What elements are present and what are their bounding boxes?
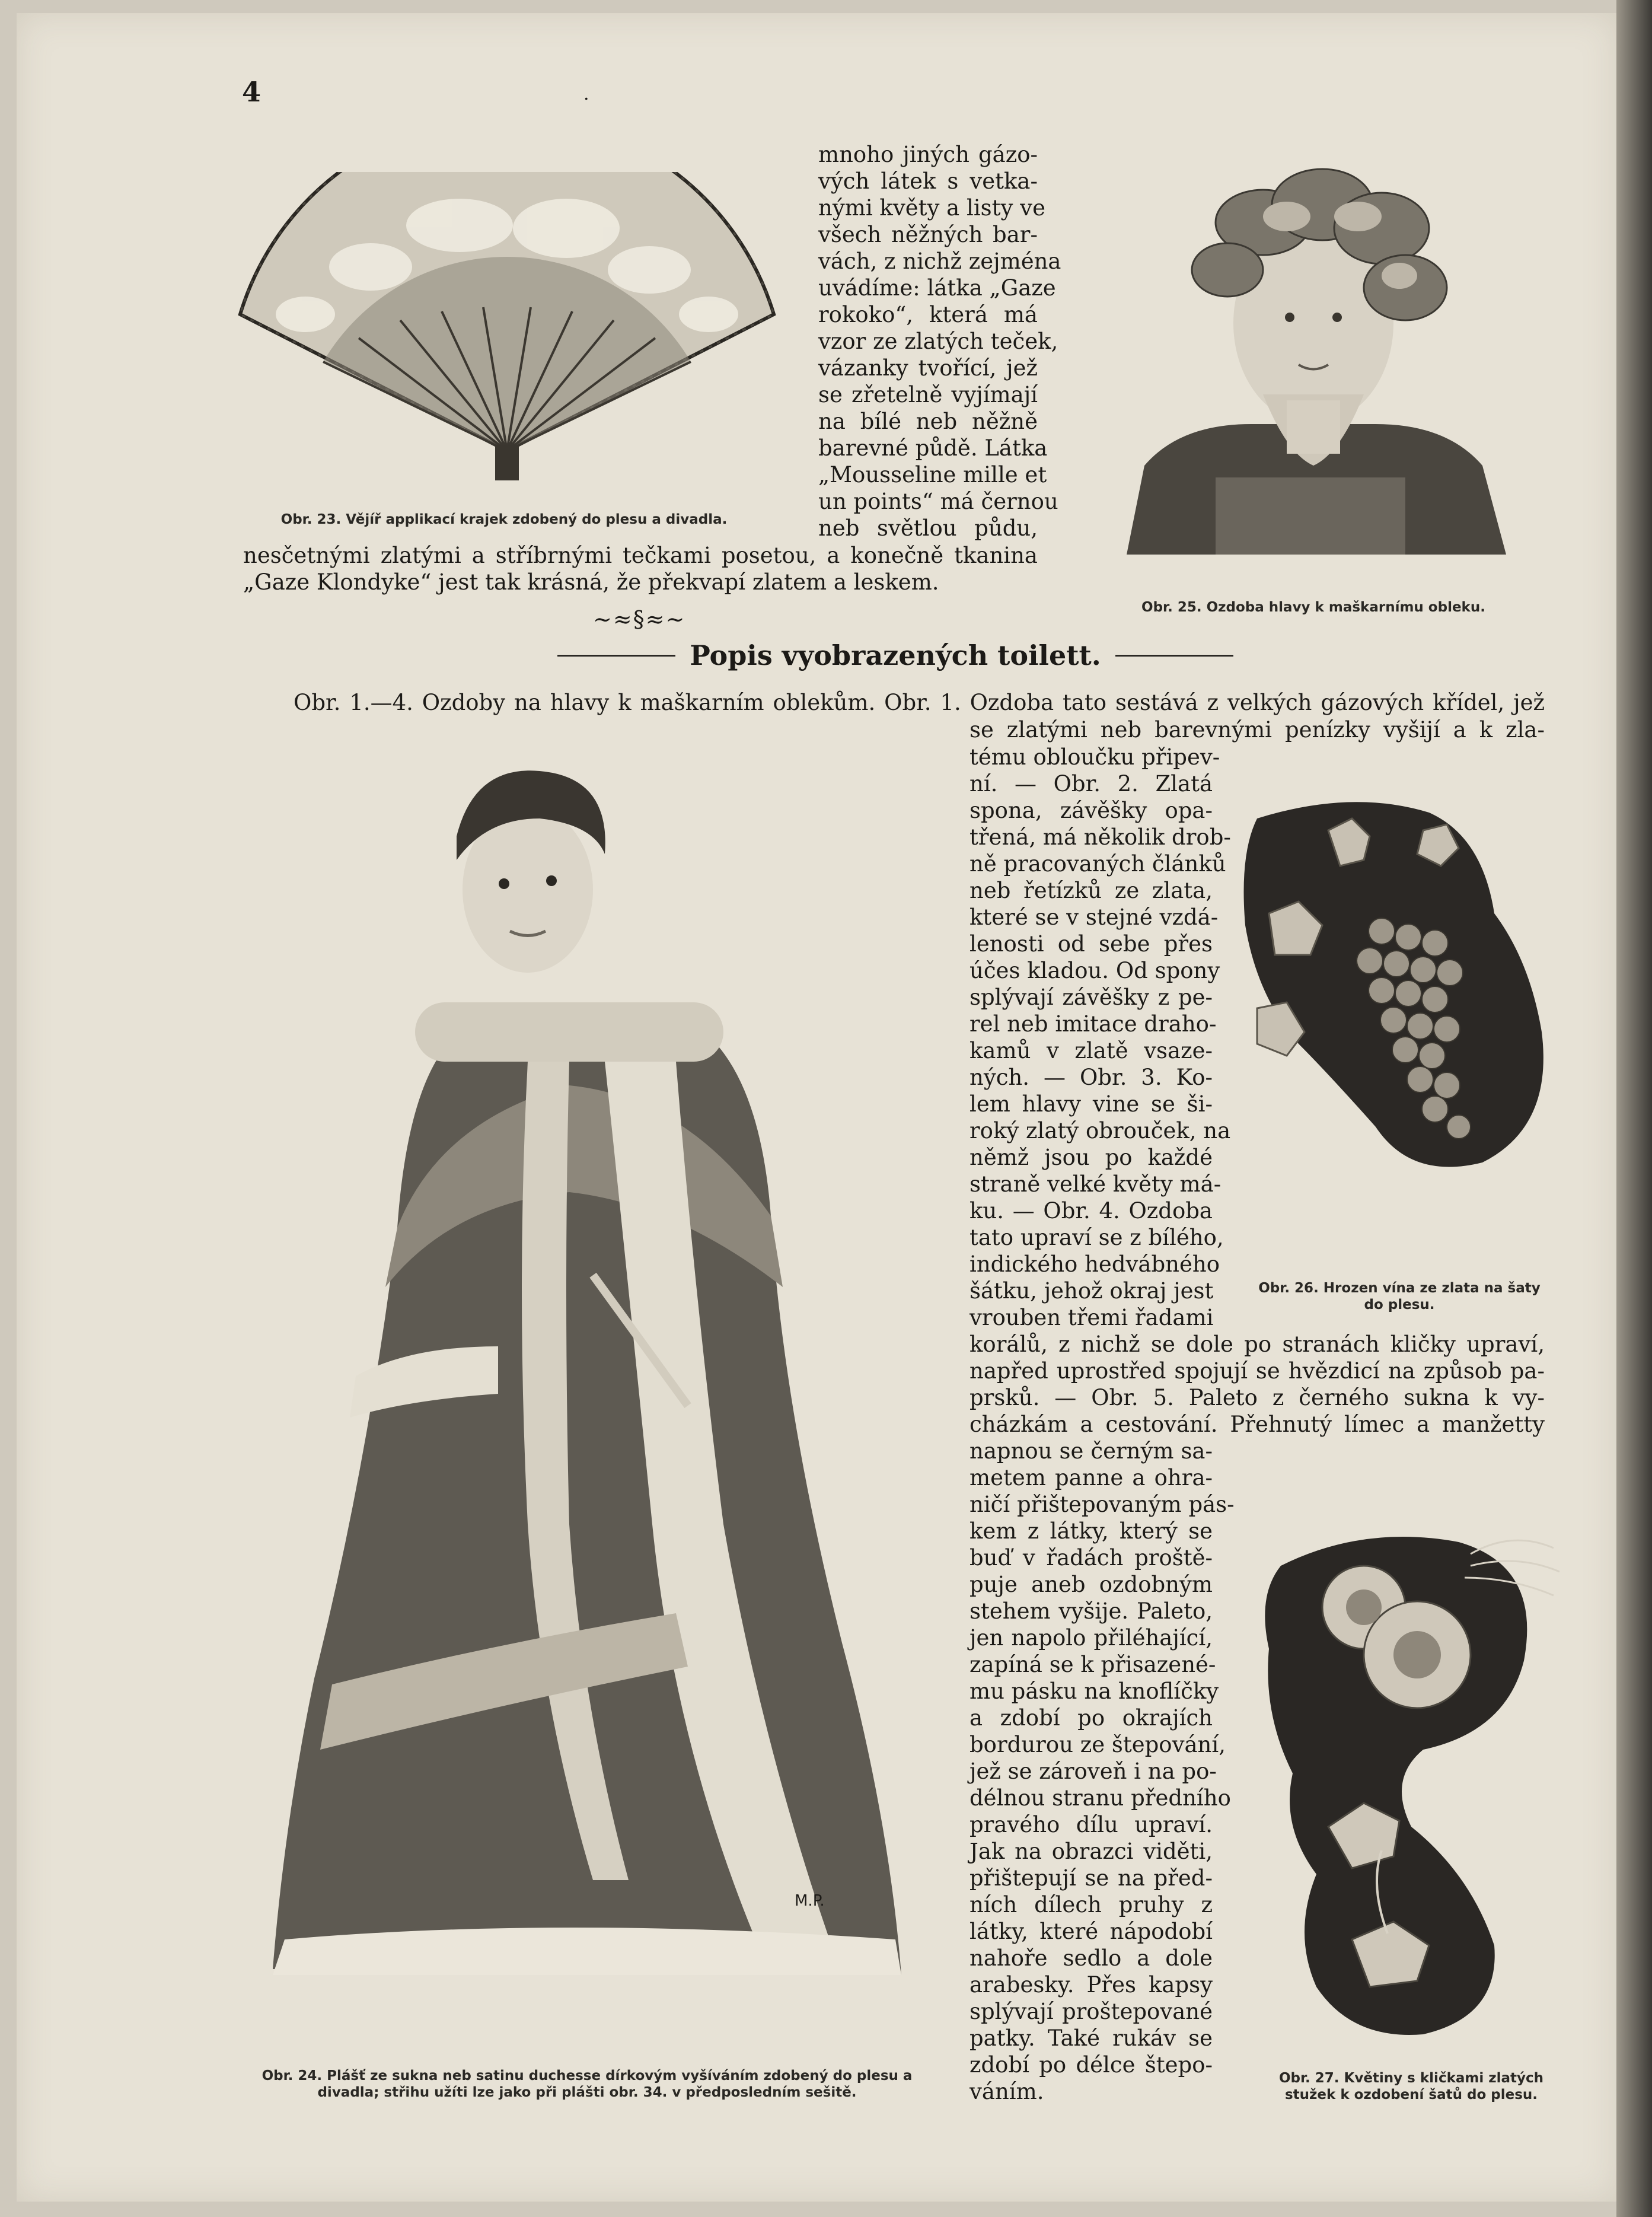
stray-dot: ·	[583, 89, 589, 110]
fig26-caption-line: do plesu.	[1364, 1297, 1435, 1313]
text-line: jen napolo přiléhající,	[969, 1625, 1213, 1651]
text-line: vých látek s vetka-	[818, 168, 1038, 194]
text-line: tému obloučku připev-	[969, 744, 1220, 770]
text-line: puje aneb ozdobným	[969, 1572, 1213, 1597]
text-line: Jak na obrazci viděti,	[969, 1839, 1213, 1864]
text-line: látky, které nápodobí	[969, 1919, 1213, 1944]
text-line: metem panne a ohra-	[969, 1465, 1213, 1490]
text-line: napnou se černým sa-	[969, 1438, 1213, 1464]
fig27-caption-line: Obr. 27. Květiny s kličkami zlatých	[1278, 2071, 1544, 2086]
description-first-line	[294, 689, 1545, 716]
text-line: vách, z nichž zejména	[818, 249, 1061, 274]
page-number: 4	[242, 76, 261, 108]
text-line: mnoho jiných gázo-	[818, 142, 1038, 167]
top-wide-text	[243, 542, 1038, 595]
fig24-caption-line: Obr. 24. Plášť ze sukna neb satinu duchesse dírkovým vyšíváním zdobený do plesu a	[261, 2068, 913, 2084]
text-line: ných. — Obr. 3. Ko-	[969, 1065, 1213, 1090]
text-line: nými květy a listy ve	[818, 195, 1045, 221]
fig26-caption	[1233, 1280, 1565, 1313]
text-line: splývají proštepované	[969, 1999, 1213, 2024]
text-line: šátku, jehož okraj jest	[969, 1278, 1214, 1304]
text-line: a zdobí po okrajích	[969, 1705, 1213, 1731]
text-line: roký zlatý obrouček, na	[969, 1118, 1231, 1143]
fig24-caption	[237, 2068, 937, 2101]
text-line: se zřetelně vyjímají	[818, 382, 1038, 407]
title-rule-right	[1115, 655, 1233, 657]
text-line: bordurou ze štepování,	[969, 1732, 1226, 1757]
text-line: cházkám a cestování. Přehnutý límec a manžetty	[969, 1412, 1545, 1437]
text-line: délnou stranu předního	[969, 1785, 1231, 1811]
text-line: kamů v zlatě vsaze-	[969, 1038, 1213, 1063]
text-line: vrouben třemi řadami	[969, 1305, 1214, 1330]
text-line: účes kladou. Od spony	[969, 958, 1220, 983]
description-wide-a	[969, 716, 1545, 743]
text-line: spona, závěšky opa-	[969, 798, 1213, 823]
fig25-caption: Obr. 25. Ozdoba hlavy k maškarnímu obleku.	[1141, 600, 1485, 615]
fan-illustration	[234, 172, 780, 480]
text-line: na bílé neb něžně	[818, 409, 1038, 434]
text-line: ních dílech pruhy z	[969, 1892, 1213, 1917]
text-line: nahoře sedlo a dole	[969, 1945, 1213, 1971]
text-line: třená, má několik drob-	[969, 824, 1231, 850]
text-line: neb řetízků ze zlata,	[969, 878, 1213, 903]
text-line: které se v stejné vzdá-	[969, 904, 1219, 930]
text-line: vzor ze zlatých teček,	[818, 329, 1058, 354]
text-line: lenosti od sebe přes	[969, 931, 1213, 957]
title-rule-left	[557, 655, 675, 657]
text-line: Obr. 1.—4. Ozdoby na hlavy k maškarním oblekům. Obr. 1. Ozdoba tato sestává z velkých gázových křídel, jež	[294, 690, 1545, 715]
text-line: prsků. — Obr. 5. Paleto z černého sukna k vy-	[969, 1385, 1545, 1410]
fig27-caption	[1239, 2070, 1583, 2103]
text-line: rel neb imitace draho-	[969, 1011, 1217, 1037]
text-line: zapíná se k přisazené-	[969, 1652, 1216, 1677]
text-line: barevné půdě. Látka	[818, 435, 1048, 461]
fig27-caption-line: stužek k ozdobení šatů do plesu.	[1284, 2087, 1538, 2103]
description-column-a	[969, 744, 1231, 1331]
text-line: splývají závěšky z pe-	[969, 985, 1213, 1010]
text-line: ku. — Obr. 4. Ozdoba	[969, 1198, 1213, 1224]
text-line: buď v řadách proště-	[969, 1545, 1213, 1571]
text-line: zdobí po délce štepo-	[969, 2052, 1213, 2078]
text-line: arabesky. Přes kapsy	[969, 1972, 1213, 1998]
section-title	[557, 639, 1233, 671]
text-line: korálů, z nichž se dole po stranách kličky upraví,	[969, 1332, 1545, 1357]
flowers-ribbons-illustration	[1245, 1518, 1577, 2040]
text-line: němž jsou po každé	[969, 1145, 1213, 1170]
text-line: vázanky tvořící, jež	[818, 355, 1038, 381]
section-title-text: Popis vyobrazených toilett.	[690, 639, 1101, 671]
text-line: pravého dílu upraví.	[969, 1812, 1213, 1837]
text-line: stehem vyšije. Paleto,	[969, 1598, 1213, 1624]
fig26-caption-line: Obr. 26. Hrozen vína ze zlata na šaty	[1258, 1280, 1541, 1296]
description-column-b	[969, 1438, 1235, 2105]
text-line: ně pracovaných článků	[969, 851, 1226, 877]
text-line: ní. — Obr. 2. Zlatá	[969, 771, 1213, 797]
cloak-illustration	[261, 753, 937, 1987]
text-line: ničí přištepovaným pás-	[969, 1492, 1235, 1517]
ornament: ~≈§≈~	[593, 606, 686, 632]
text-line: nesčetnými zlatými a stříbrnými tečkami posetou, a konečně tkanina	[243, 543, 1038, 568]
text-line: váním.	[969, 2079, 1044, 2104]
text-line: lem hlavy vine se ši-	[969, 1091, 1213, 1117]
text-line: „Gaze Klondyke“ jest tak krásná, že překvapí zlatem a leskem.	[243, 569, 939, 595]
text-line: všech něžných bar-	[818, 222, 1038, 247]
text-line: uvádíme: látka „Gaze	[818, 275, 1056, 301]
description-wide-b	[969, 1331, 1545, 1438]
text-line: „Mousseline mille et	[818, 462, 1047, 488]
text-line: indického hedvábného	[969, 1251, 1220, 1277]
text-line: un points“ má černou	[818, 489, 1058, 514]
text-line: se zlatými neb barevnými penízky vyšijí a k zla-	[969, 717, 1545, 743]
text-line: napřed uprostřed spojují se hvězdicí na způsob pa-	[969, 1358, 1545, 1384]
text-line: patky. Také rukáv se	[969, 2025, 1213, 2051]
grape-cluster-illustration	[1233, 795, 1565, 1174]
head-ornament-illustration	[1109, 145, 1518, 555]
text-line: jež se zároveň i na po-	[969, 1759, 1217, 1784]
text-line: tato upraví se z bílého,	[969, 1225, 1224, 1250]
text-line: mu pásku na knoflíčky	[969, 1678, 1219, 1704]
text-line: neb světlou půdu,	[818, 515, 1038, 541]
artist-signature: M.P.	[795, 1892, 825, 1910]
top-column-text	[818, 141, 1061, 541]
text-line: přištepují se na před-	[969, 1865, 1213, 1891]
text-line: straně velké květy má-	[969, 1171, 1222, 1197]
fig23-caption: Obr. 23. Vějíř applikací krajek zdobený do plesu a divadla.	[280, 512, 728, 527]
fig24-caption-line: divadla; střihu užíti lze jako při plášti obr. 34. v předposledním sešitě.	[317, 2085, 857, 2100]
text-line: rokoko“, která má	[818, 302, 1038, 327]
page-edge	[1616, 0, 1652, 2217]
text-line: kem z látky, který se	[969, 1518, 1213, 1544]
